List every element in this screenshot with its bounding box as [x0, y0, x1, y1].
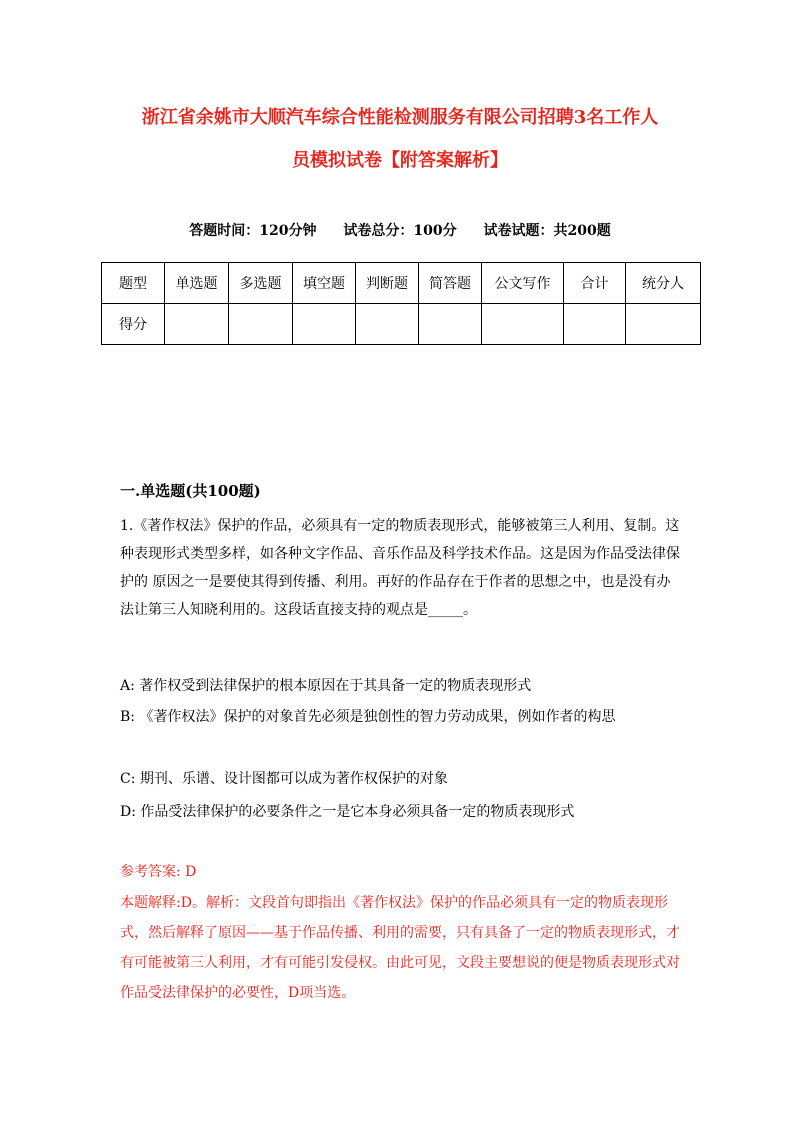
option-c: C: 期刊、乐谱、设计图都可以成为著作权保护的对象	[120, 771, 448, 787]
header-cell: 填空题	[293, 263, 356, 304]
exam-meta	[100, 220, 700, 240]
score-cell	[229, 304, 293, 345]
exam-question-count: 试卷试题：共200题	[483, 223, 611, 239]
score-cell	[356, 304, 419, 345]
header-cell: 判断题	[356, 263, 419, 304]
header-cell: 简答题	[419, 263, 482, 304]
question-stem: 1.《著作权法》保护的作品，必须具有一定的物质表现形式，能够被第三人利用、复制。这种表现形式类型多样，如各种文字作品、音乐作品及科学技术作品。这是因为作品受法律保护的 原因之一是要使其得到传播、利用。再好的作品存在于作者的思想之中，也是没有办法让第三人知晓利用的。这段话直接支持的观点是_____。	[120, 518, 680, 618]
score-cell	[165, 304, 229, 345]
exam-total-score: 试卷总分：100分	[343, 223, 457, 239]
header-cell: 公文写作	[482, 263, 564, 304]
score-cell	[626, 304, 701, 345]
score-table	[101, 262, 701, 345]
reference-answer: 参考答案: D	[120, 864, 197, 880]
score-cell	[293, 304, 356, 345]
score-table-header-row	[102, 263, 701, 304]
option-a: A: 著作权受到法律保护的根本原因在于其具备一定的物质表现形式	[120, 678, 532, 694]
exam-time: 答题时间：120分钟	[189, 223, 317, 239]
header-cell: 题型	[102, 263, 165, 304]
header-cell: 单选题	[165, 263, 229, 304]
header-cell: 多选题	[229, 263, 293, 304]
answer-analysis: 本题解释:D。解析：文段首句即指出《著作权法》保护的作品必须具有一定的物质表现形式，然后解释了原因——基于作品传播、利用的需要，只有具备了一定的物质表现形式，才有可能被第三人利用，才有可能引发侵权。由此可见，文段主要想说的便是物质表现形式对作品受法律保护的必要性，D项当选。	[120, 895, 680, 1001]
score-table-score-row	[102, 304, 701, 345]
option-d: D: 作品受法律保护的必要条件之一是它本身必须具备一定的物质表现形式	[120, 804, 575, 820]
score-row-label: 得分	[102, 304, 165, 345]
score-cell	[564, 304, 626, 345]
header-cell: 合计	[564, 263, 626, 304]
score-cell	[482, 304, 564, 345]
header-cell: 统分人	[626, 263, 701, 304]
document-title-line-2: 员模拟试卷【附答案解析】	[292, 150, 508, 171]
document-title-line-1: 浙江省余姚市大顺汽车综合性能检测服务有限公司招聘3名工作人	[141, 107, 659, 128]
section-title: 一.单选题(共100题)	[120, 482, 261, 500]
option-b: B: 《著作权法》保护的对象首先必须是独创性的智力劳动成果，例如作者的构思	[120, 709, 616, 725]
score-cell	[419, 304, 482, 345]
